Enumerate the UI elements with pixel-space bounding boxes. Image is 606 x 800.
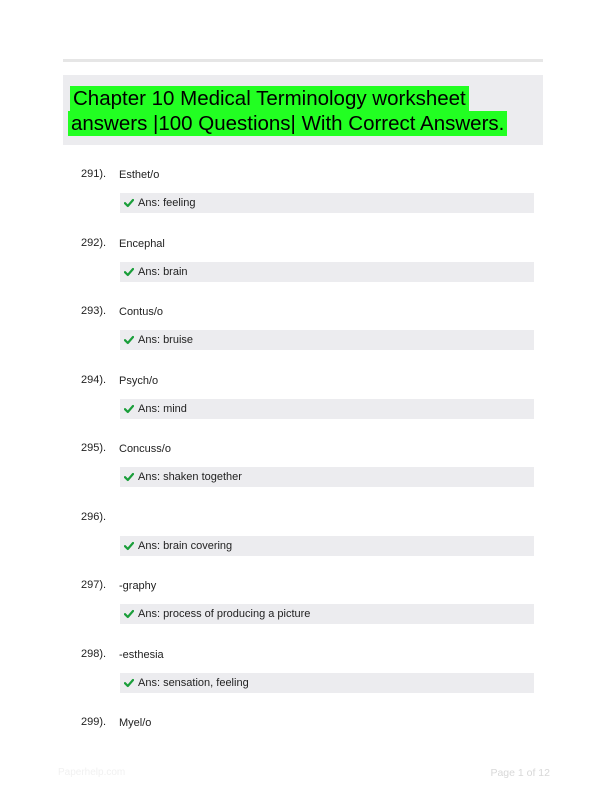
answer-text: Ans: bruise bbox=[138, 334, 194, 346]
page-title-line-1: Chapter 10 Medical Terminology worksheet bbox=[70, 86, 469, 111]
question-number: 297). bbox=[81, 579, 107, 591]
question-number: 293). bbox=[81, 305, 107, 317]
question-item bbox=[0, 442, 606, 510]
question-term: Psych/o bbox=[119, 374, 159, 387]
top-divider bbox=[63, 59, 543, 62]
check-icon bbox=[124, 198, 134, 208]
answer-box bbox=[120, 536, 534, 556]
question-number: 298). bbox=[81, 647, 107, 660]
answer-text: Ans: sensation, feeling bbox=[138, 676, 249, 689]
question-term: Encephal bbox=[119, 237, 165, 250]
answer-text: Ans: brain bbox=[138, 265, 188, 278]
check-icon bbox=[124, 267, 134, 277]
question-term: -esthesia bbox=[119, 648, 164, 661]
answer-box bbox=[120, 262, 534, 282]
question-term: Myel/o bbox=[119, 717, 152, 729]
question-item bbox=[0, 237, 606, 305]
question-item bbox=[0, 579, 606, 647]
footer-site: Paperhelp.com bbox=[58, 767, 126, 778]
page-number: Page 1 of 12 bbox=[490, 767, 550, 779]
answer-text: Ans: shaken together bbox=[138, 471, 242, 483]
answer-box bbox=[120, 399, 534, 419]
answer-text: Ans: mind bbox=[138, 402, 187, 415]
question-item bbox=[0, 648, 606, 716]
question-item bbox=[0, 511, 606, 579]
question-term: -graphy bbox=[119, 580, 157, 592]
check-icon bbox=[124, 541, 134, 551]
question-number: 299). bbox=[81, 716, 107, 728]
question-term: Concuss/o bbox=[119, 443, 171, 455]
question-term: Esthet/o bbox=[119, 169, 160, 181]
page-title-line-2: answers |100 Questions| With Correct Answers. bbox=[68, 111, 507, 136]
answer-box bbox=[120, 467, 534, 487]
question-number: 294). bbox=[81, 373, 107, 386]
question-number: 291). bbox=[81, 168, 107, 180]
check-icon bbox=[124, 678, 134, 688]
answer-text: Ans: process of producing a picture bbox=[138, 608, 311, 620]
question-term: Contus/o bbox=[119, 306, 164, 318]
check-icon bbox=[124, 335, 134, 345]
question-number: 295). bbox=[81, 442, 107, 454]
question-item bbox=[0, 374, 606, 442]
answer-box bbox=[120, 193, 534, 213]
check-icon bbox=[124, 609, 134, 619]
question-item bbox=[0, 168, 606, 236]
answer-text: Ans: brain covering bbox=[138, 539, 233, 552]
question-item bbox=[0, 305, 606, 373]
question-number: 296). bbox=[81, 510, 107, 523]
question-number: 292). bbox=[81, 236, 107, 249]
check-icon bbox=[124, 472, 134, 482]
answer-box bbox=[120, 604, 534, 624]
answer-box bbox=[120, 673, 534, 693]
answer-box bbox=[120, 330, 534, 350]
title-banner bbox=[63, 75, 543, 145]
check-icon bbox=[124, 404, 134, 414]
answer-text: Ans: feeling bbox=[138, 197, 196, 209]
